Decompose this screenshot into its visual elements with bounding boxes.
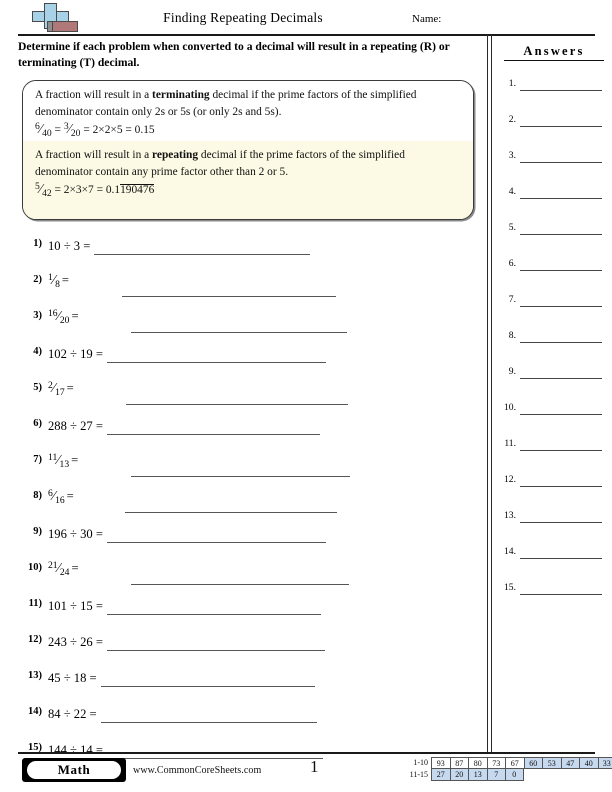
score-conversion-table (398, 757, 612, 781)
answer-blank-line[interactable] (520, 126, 602, 127)
problem-row (10, 522, 480, 558)
score-row-11-15 (398, 769, 612, 781)
score-cell: 0 (505, 769, 524, 781)
score-cell: 27 (431, 769, 450, 781)
problem-number: 11) (28, 598, 42, 609)
answer-blank-line[interactable] (520, 306, 602, 307)
problem-expression (48, 272, 69, 288)
fraction-slash: ⁄ (52, 380, 56, 395)
answer-blank-line[interactable] (520, 486, 602, 487)
problem-fraction (48, 380, 65, 396)
score-cell: 7 (487, 769, 506, 781)
answer-row (496, 114, 608, 128)
equals-sign: = (61, 273, 69, 287)
answer-number: 14. (504, 546, 516, 557)
answer-blank-line[interactable] (520, 162, 602, 163)
answer-blank-line[interactable] (131, 476, 350, 477)
fraction-numerator: 21 (48, 560, 58, 571)
answer-number: 7. (508, 294, 516, 305)
problem-number: 4) (33, 346, 42, 357)
problem-number: 1) (33, 238, 42, 249)
answer-blank-line[interactable] (122, 296, 336, 297)
answer-row (496, 150, 608, 164)
problem-row (10, 630, 480, 666)
terminating-example-fraction-1 (35, 119, 52, 139)
answer-blank-line[interactable] (520, 198, 602, 199)
problem-list (10, 234, 480, 774)
problem-expression: 84 ÷ 22 = (48, 707, 97, 721)
problem-number: 15) (28, 742, 42, 753)
answer-number: 8. (508, 330, 516, 341)
problem-body (48, 594, 478, 626)
answer-row (496, 438, 608, 452)
problem-body (48, 378, 478, 410)
answer-row (496, 258, 608, 272)
fraction-denominator: 8 (55, 279, 60, 290)
terminating-example-equation (35, 119, 155, 139)
fraction-numerator: 2 (48, 380, 53, 391)
problem-number: 7) (33, 454, 42, 465)
answer-blank-line[interactable] (107, 614, 321, 615)
answer-row (496, 474, 608, 488)
answer-blank-line[interactable] (107, 542, 326, 543)
problem-body (48, 270, 478, 302)
answer-blank-line[interactable] (131, 332, 347, 333)
score-cell: 13 (468, 769, 487, 781)
problem-fraction (48, 452, 69, 468)
answer-number: 3. (508, 150, 516, 161)
page-number: 1 (310, 757, 319, 776)
answer-row (496, 78, 608, 92)
problem-row (10, 306, 480, 342)
problem-number: 12) (28, 634, 42, 645)
equals-sign: = (66, 381, 74, 395)
problem-expression (48, 380, 74, 396)
problem-row (10, 450, 480, 486)
terminating-example-result: = 2×2×5 = 0.15 (83, 124, 155, 136)
answer-number: 9. (508, 366, 516, 377)
fraction-numerator: 6 (48, 488, 53, 499)
problem-row (10, 414, 480, 450)
fraction-denominator: 24 (59, 567, 70, 578)
score-row-1-10 (398, 757, 612, 769)
problem-row (10, 594, 480, 630)
terminating-keyword: terminating (152, 89, 210, 101)
fraction-denominator: 40 (42, 128, 52, 139)
problem-expression (48, 308, 79, 324)
problem-expression (48, 452, 78, 468)
problem-expression: 243 ÷ 26 = (48, 635, 103, 649)
answer-number: 1. (508, 78, 516, 89)
header-divider-rule (18, 34, 595, 36)
problem-fraction (48, 272, 60, 288)
problem-body (48, 234, 478, 266)
problem-row (10, 270, 480, 306)
worksheet-instructions: Determine if each problem when converted to a decimal will result in a repeating (R) or terminating (T) decimal. (18, 40, 450, 70)
answer-number: 4. (508, 186, 516, 197)
problem-body (48, 666, 478, 698)
repeating-digits-overline: 190476 (120, 184, 155, 196)
answers-heading: Answers (504, 44, 604, 61)
answer-blank-line[interactable] (107, 758, 323, 759)
problem-number: 2) (33, 274, 42, 285)
problem-number: 13) (28, 670, 42, 681)
fraction-denominator: 13 (59, 459, 70, 470)
terminating-rule-text (35, 87, 455, 120)
score-cell: 47 (561, 757, 580, 769)
problem-fraction (48, 560, 69, 576)
answer-row (496, 582, 608, 596)
answer-blank-line[interactable] (125, 512, 337, 513)
problem-number: 5) (33, 382, 42, 393)
score-cell: 87 (450, 757, 469, 769)
problem-expression (48, 560, 79, 576)
answer-number: 13. (504, 510, 516, 521)
fraction-slash: ⁄ (57, 308, 60, 323)
answer-blank-line[interactable] (101, 722, 317, 723)
answer-blank-line[interactable] (520, 378, 602, 379)
answer-blank-line[interactable] (94, 254, 310, 255)
answer-blank-line[interactable] (520, 522, 602, 523)
problem-row (10, 666, 480, 702)
equals-sign: = (71, 453, 79, 467)
page-header (0, 0, 612, 36)
equals-sign-1: = (54, 124, 61, 136)
answer-row (496, 402, 608, 416)
problem-row (10, 558, 480, 594)
fraction-numerator: 16 (48, 308, 58, 319)
answer-number: 11. (504, 438, 516, 449)
answer-blank-line[interactable] (126, 404, 348, 405)
problem-row (10, 342, 480, 378)
problem-body (48, 414, 478, 446)
score-cell: 33 (598, 757, 612, 769)
problem-body (48, 630, 478, 662)
answer-blank-line[interactable] (520, 414, 602, 415)
problem-number: 9) (33, 526, 42, 537)
answer-row (496, 546, 608, 560)
fraction-slash: ⁄ (68, 121, 71, 136)
column-divider-line-inner (491, 34, 492, 752)
fraction-denominator: 20 (70, 128, 81, 139)
problem-expression (48, 488, 74, 504)
answer-number: 2. (508, 114, 516, 125)
problem-row (10, 234, 480, 270)
problem-number: 10) (28, 562, 42, 573)
score-cell: 67 (505, 757, 524, 769)
answer-blank-line[interactable] (520, 342, 602, 343)
score-cell: 80 (468, 757, 487, 769)
problem-fraction (48, 488, 65, 504)
fraction-numerator: 11 (48, 452, 58, 463)
problem-body (48, 306, 478, 338)
problem-expression: 102 ÷ 19 = (48, 347, 103, 361)
name-field-label: Name: (412, 13, 442, 25)
answer-blank-line[interactable] (520, 594, 602, 595)
fraction-slash: ⁄ (57, 560, 60, 575)
repeating-rule-post: decimal if the prime factors of the simplified denominator contain any prime factor other than 2 or 5. (35, 149, 405, 178)
score-cell: 60 (524, 757, 543, 769)
answer-number: 12. (504, 474, 516, 485)
score-row-label: 11-15 (409, 770, 428, 779)
score-cell: 20 (450, 769, 469, 781)
score-cell: 73 (487, 757, 506, 769)
fraction-denominator: 42 (42, 188, 52, 199)
fraction-slash: ⁄ (52, 488, 56, 503)
answer-number: 15. (504, 582, 516, 593)
answer-blank-line[interactable] (107, 434, 320, 435)
fraction-slash: ⁄ (52, 272, 56, 287)
fraction-numerator: 1 (48, 272, 53, 283)
score-row-label: 1-10 (413, 758, 428, 767)
problem-body (48, 558, 478, 590)
fraction-numerator: 3 (63, 121, 69, 132)
fraction-slash: ⁄ (57, 452, 60, 467)
answer-number: 6. (508, 258, 516, 269)
problem-number: 3) (33, 310, 42, 321)
problem-body (48, 450, 478, 482)
answer-blank-line[interactable] (520, 90, 602, 91)
answer-number: 10. (504, 402, 516, 413)
subject-badge (22, 758, 126, 782)
terminating-example-fraction-2 (64, 119, 81, 139)
problem-row (10, 486, 480, 522)
answer-row (496, 510, 608, 524)
problem-expression: 144 ÷ 14 = (48, 743, 103, 757)
column-divider-line-outer (487, 34, 488, 752)
answer-blank-line[interactable] (107, 362, 326, 363)
site-url-text: www.CommonCoreSheets.com (133, 765, 262, 776)
repeating-example-result: = 2×3×7 = 0.1 (54, 184, 121, 196)
problem-number: 6) (33, 418, 42, 429)
problem-expression: 288 ÷ 27 = (48, 419, 103, 433)
answer-row (496, 186, 608, 200)
answer-blank-line[interactable] (520, 234, 602, 235)
score-cell: 93 (431, 757, 450, 769)
answer-blank-line[interactable] (131, 584, 349, 585)
fraction-numerator: 5 (35, 181, 40, 192)
repeating-keyword: repeating (152, 149, 199, 161)
problem-body (48, 702, 478, 734)
repeating-example-equation (35, 179, 154, 199)
fraction-denominator: 17 (55, 387, 65, 398)
problem-body (48, 522, 478, 554)
problem-fraction (48, 308, 69, 324)
fraction-denominator: 16 (55, 495, 65, 506)
answer-number: 5. (508, 222, 516, 233)
answer-row (496, 222, 608, 236)
equals-sign: = (71, 309, 79, 323)
footer-divider-rule (18, 752, 595, 754)
answer-row (496, 294, 608, 308)
problem-expression: 10 ÷ 3 = (48, 239, 91, 253)
equals-sign: = (66, 489, 74, 503)
problem-row (10, 702, 480, 738)
fraction-slash: ⁄ (39, 121, 43, 136)
page-title: Finding Repeating Decimals (163, 10, 323, 25)
problem-expression: 101 ÷ 15 = (48, 599, 103, 613)
terminating-rule-post: decimal if the prime factors of the simplified denominator contain only 2s or 5s (or only 2s and 5s). (35, 89, 417, 118)
answer-row (496, 366, 608, 380)
answer-blank-line[interactable] (520, 270, 602, 271)
answer-blank-line[interactable] (520, 558, 602, 559)
problem-body (48, 486, 478, 518)
repeating-rule-text (35, 147, 455, 180)
answer-blank-line[interactable] (520, 450, 602, 451)
answer-row (496, 330, 608, 344)
problem-expression: 45 ÷ 18 = (48, 671, 97, 685)
score-cell: 40 (579, 757, 598, 769)
rules-callout-box (22, 80, 474, 220)
answer-blank-line[interactable] (101, 686, 315, 687)
problem-row (10, 378, 480, 414)
problem-body (48, 342, 478, 374)
repeating-rule-pre: A fraction will result in a (35, 149, 153, 161)
score-cell: 53 (542, 757, 561, 769)
fraction-slash: ⁄ (39, 181, 43, 196)
problem-expression: 196 ÷ 30 = (48, 527, 103, 541)
problem-number: 14) (28, 706, 42, 717)
terminating-rule-pre: A fraction will result in a (35, 89, 153, 101)
answer-blank-line[interactable] (107, 650, 325, 651)
equals-sign: = (71, 561, 79, 575)
fraction-denominator: 20 (59, 315, 70, 326)
subject-badge-label: Math (27, 761, 121, 779)
fraction-numerator: 6 (35, 121, 40, 132)
problem-number: 8) (33, 490, 42, 501)
repeating-example-fraction (35, 179, 52, 199)
